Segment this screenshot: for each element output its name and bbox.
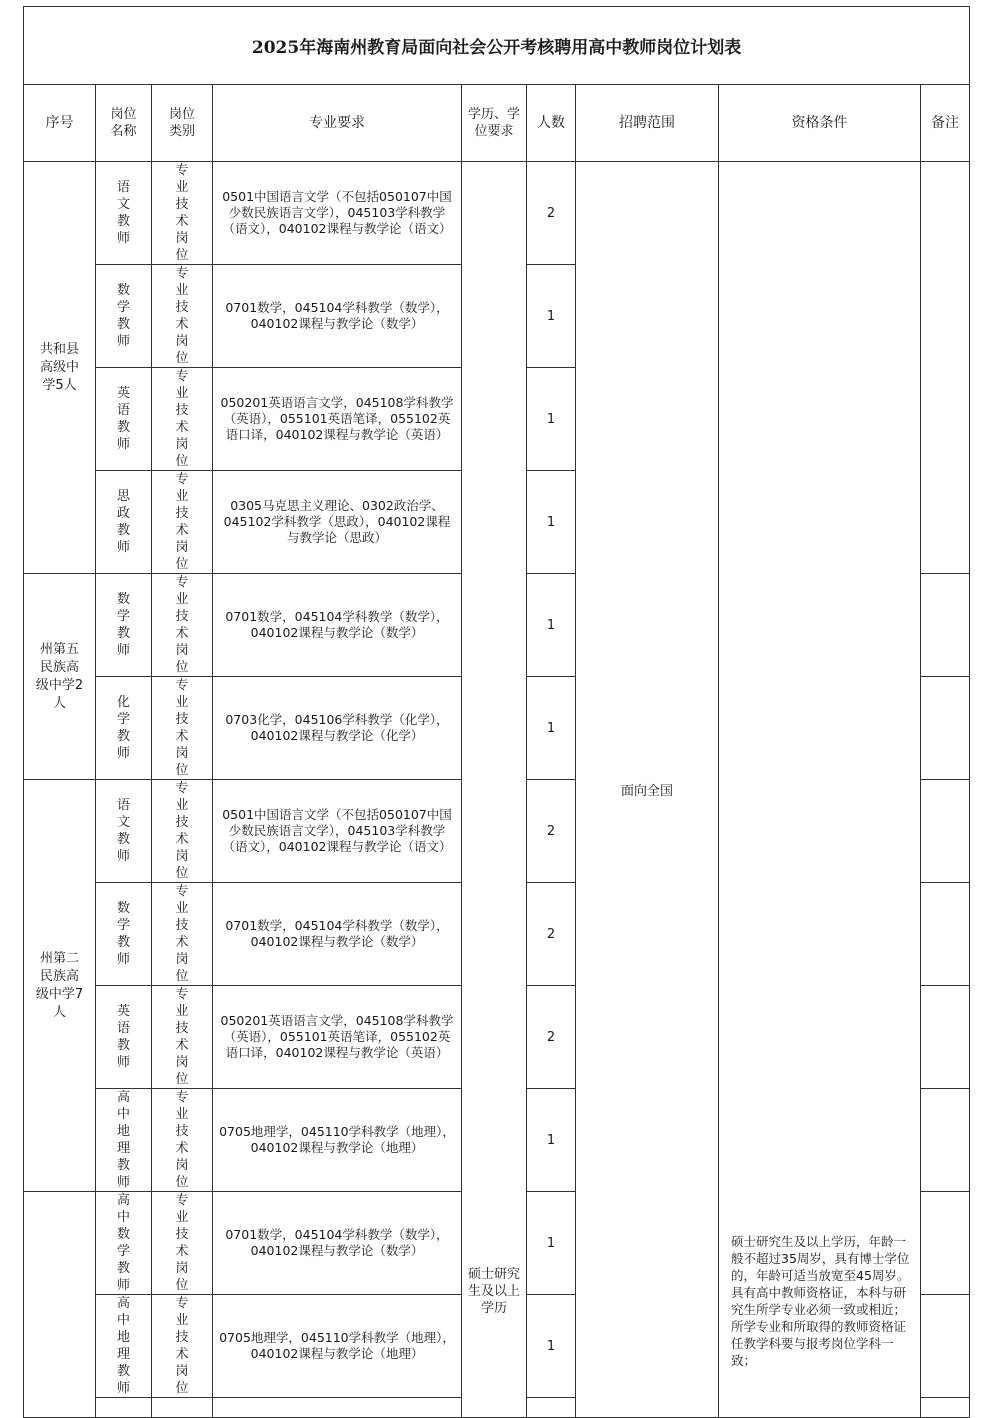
type-cell: 专业技术岗位: [152, 162, 213, 265]
count-cell: 1: [527, 471, 576, 574]
major-cell: 0701数学，045104学科教学（数学），040102课程与教学论（数学）: [213, 265, 462, 368]
post-cell: 语文教师: [96, 162, 152, 265]
table-title: 2025年海南州教育局面向社会公开考核聘用高中教师岗位计划表: [24, 7, 970, 85]
major-cell: [213, 1398, 462, 1418]
type-cell: 专业技术岗位: [152, 574, 213, 677]
count-cell: 1: [527, 677, 576, 780]
post-cell: [96, 1398, 152, 1418]
major-cell: 050201英语语言文学，045108学科教学（英语），055101英语笔译，055102英语口译，040102课程与教学论（英语）: [213, 986, 462, 1089]
post-cell: 英语教师: [96, 986, 152, 1089]
table-row: [24, 162, 970, 265]
major-cell: 0501中国语言文学（不包括050107中国少数民族语言文学），045103学科教学（语文），040102课程与教学论（语文）: [213, 162, 462, 265]
count-cell: 1: [527, 1192, 576, 1295]
type-cell: 专业技术岗位: [152, 368, 213, 471]
post-cell: 数学教师: [96, 265, 152, 368]
major-cell: 0701数学，045104学科教学（数学），040102课程与教学论（数学）: [213, 1192, 462, 1295]
post-cell: 英语教师: [96, 368, 152, 471]
header-major: 专业要求: [213, 85, 462, 162]
count-cell: [527, 1398, 576, 1418]
group-cell: 州第二民族高级中学7人: [24, 780, 96, 1192]
header-degree: 学历、学位要求: [462, 85, 527, 162]
header-post-name: 岗位名称: [96, 85, 152, 162]
remark-cell: [921, 1398, 970, 1418]
post-cell: 思政教师: [96, 471, 152, 574]
remark-cell: [921, 883, 970, 986]
count-cell: 1: [527, 265, 576, 368]
major-cell: 0705地理学，045110学科教学（地理），040102课程与教学论（地理）: [213, 1089, 462, 1192]
remark-cell: [921, 162, 970, 574]
major-cell: 0501中国语言文学（不包括050107中国少数民族语言文学），045103学科教学（语文），040102课程与教学论（语文）: [213, 780, 462, 883]
type-cell: 专业技术岗位: [152, 677, 213, 780]
header-remark: 备注: [921, 85, 970, 162]
type-cell: 专业技术岗位: [152, 1192, 213, 1295]
header-scope: 招聘范围: [576, 85, 719, 162]
group-cell: [24, 1192, 96, 1418]
type-cell: 专业技术岗位: [152, 883, 213, 986]
remark-cell: [921, 1295, 970, 1398]
major-cell: 050201英语语言文学，045108学科教学（英语），055101英语笔译，055102英语口译，040102课程与教学论（英语）: [213, 368, 462, 471]
major-cell: 0703化学，045106学科教学（化学），040102课程与教学论（化学）: [213, 677, 462, 780]
count-cell: 1: [527, 1295, 576, 1398]
post-cell: 高中地理教师: [96, 1089, 152, 1192]
major-cell: 0701数学，045104学科教学（数学），040102课程与教学论（数学）: [213, 574, 462, 677]
post-cell: 数学教师: [96, 574, 152, 677]
count-cell: 2: [527, 883, 576, 986]
type-cell: 专业技术岗位: [152, 265, 213, 368]
count-cell: 2: [527, 162, 576, 265]
type-cell: 专业技术岗位: [152, 1295, 213, 1398]
major-cell: 0305马克思主义理论、0302政治学、045102学科教学（思政），040102课程与教学论（思政）: [213, 471, 462, 574]
remark-cell: [921, 1089, 970, 1192]
post-cell: 语文教师: [96, 780, 152, 883]
type-cell: 专业技术岗位: [152, 1089, 213, 1192]
header-post-type: 岗位类别: [152, 85, 213, 162]
type-cell: 专业技术岗位: [152, 780, 213, 883]
major-cell: 0701数学，045104学科教学（数学），040102课程与教学论（数学）: [213, 883, 462, 986]
count-cell: 1: [527, 1089, 576, 1192]
count-cell: 1: [527, 574, 576, 677]
count-cell: 2: [527, 986, 576, 1089]
type-cell: [152, 1398, 213, 1418]
post-cell: 数学教师: [96, 883, 152, 986]
post-cell: 高中数学教师: [96, 1192, 152, 1295]
remark-cell: [921, 780, 970, 883]
recruitment-plan-table: [23, 6, 970, 1418]
count-cell: 2: [527, 780, 576, 883]
scope-cell: 面向全国: [576, 162, 719, 1418]
header-qualification: 资格条件: [719, 85, 921, 162]
major-cell: 0705地理学，045110学科教学（地理），040102课程与教学论（地理）: [213, 1295, 462, 1398]
type-cell: 专业技术岗位: [152, 986, 213, 1089]
header-count: 人数: [527, 85, 576, 162]
qualification-cell: 硕士研究生及以上学历，年龄一般不超过35周岁，具有博士学位的，年龄可适当放宽至45周岁。具有高中教师资格证，本科与研究生所学专业必须一致或相近；所学专业和所取得的教师资格证任教学科要与报考岗位学科一致；: [719, 162, 921, 1418]
remark-cell: [921, 986, 970, 1089]
post-cell: 化学教师: [96, 677, 152, 780]
group-cell: 州第五民族高级中学2人: [24, 574, 96, 780]
degree-cell: 硕士研究生及以上学历: [462, 162, 527, 1418]
remark-cell: [921, 574, 970, 677]
type-cell: 专业技术岗位: [152, 471, 213, 574]
group-cell: 共和县高级中学5人: [24, 162, 96, 574]
header-seq: 序号: [24, 85, 96, 162]
remark-cell: [921, 677, 970, 780]
post-cell: 高中地理教师: [96, 1295, 152, 1398]
count-cell: 1: [527, 368, 576, 471]
remark-cell: [921, 1192, 970, 1295]
